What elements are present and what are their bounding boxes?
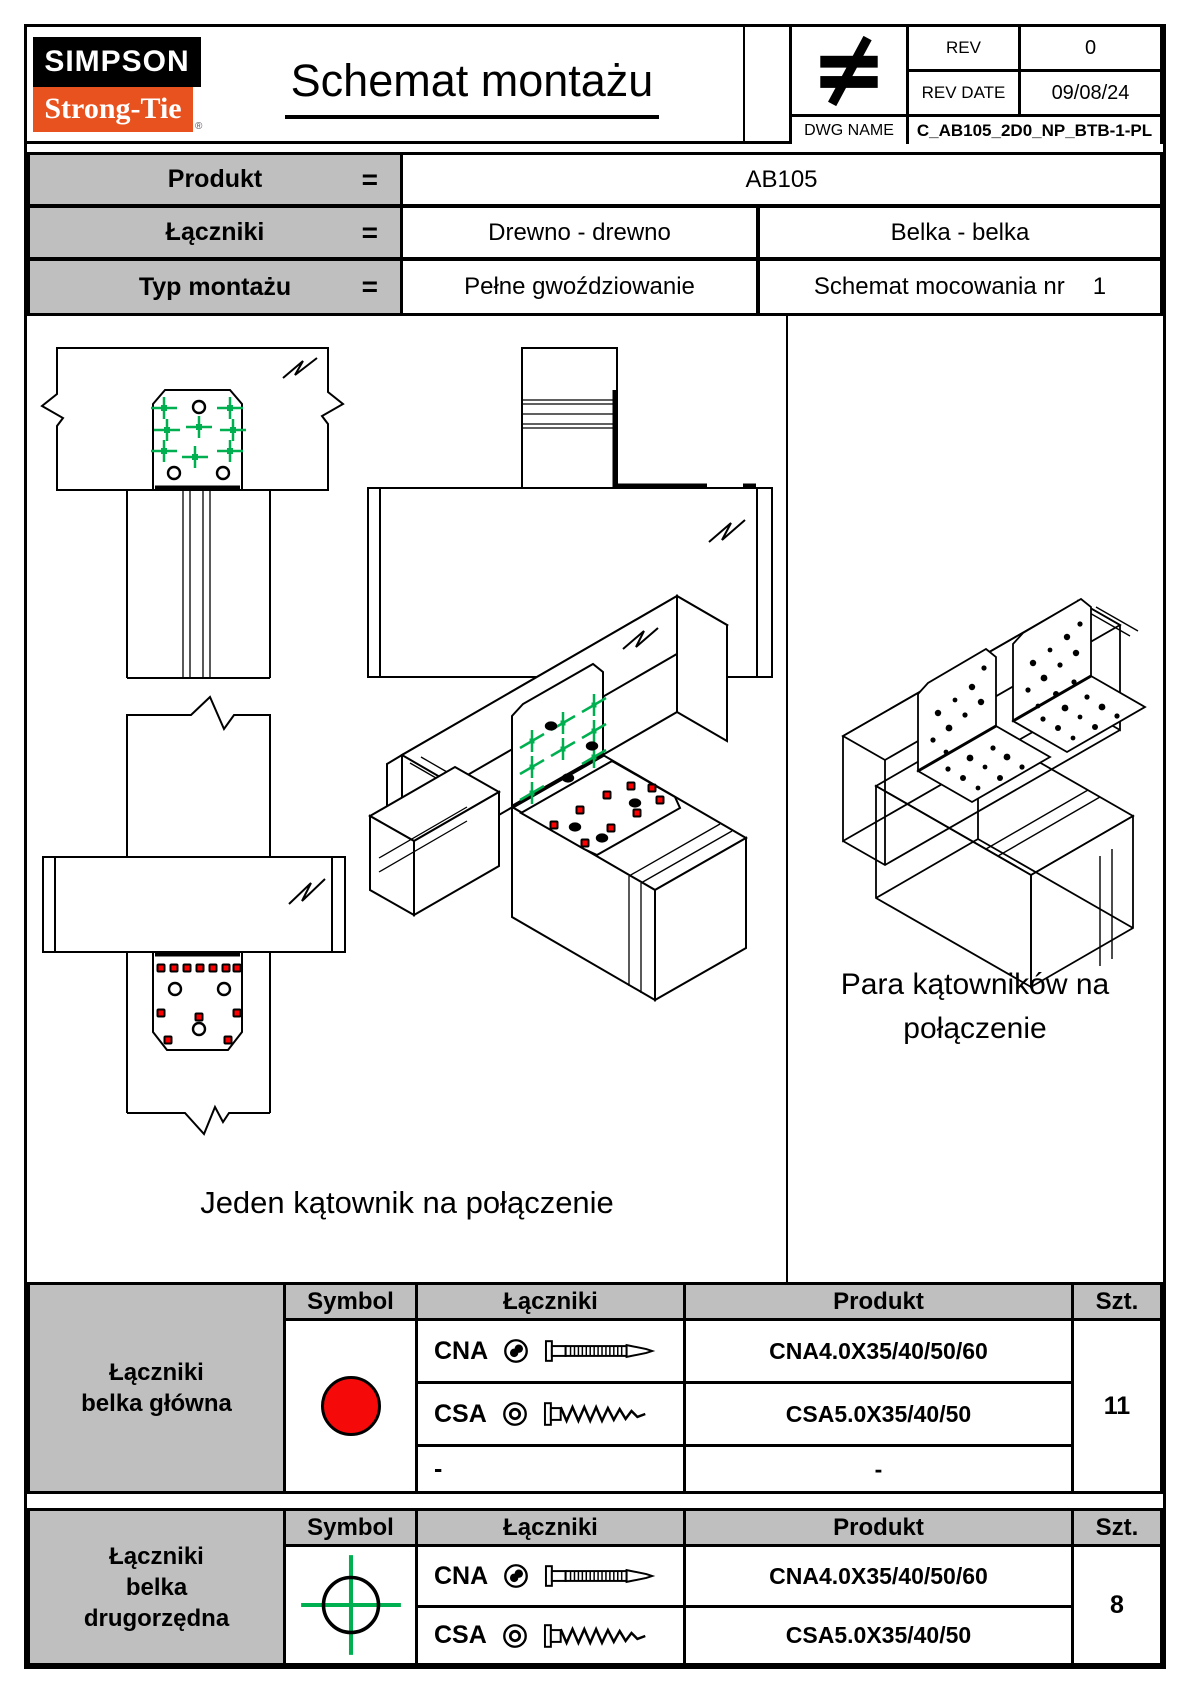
front-view-drawing [42, 348, 343, 678]
csa-screw-icon [543, 1399, 661, 1429]
cna-nail-icon [544, 1336, 662, 1366]
product-cell: CSA5.0X35/40/50 [686, 1608, 1071, 1663]
cross-view-drawing [43, 697, 345, 1134]
group-label-line: Łączniki [109, 1542, 204, 1570]
fastener-row-csa [418, 1384, 683, 1444]
qty-cell-main: 11 [1074, 1321, 1160, 1491]
col-product-header: Produkt [686, 1285, 1071, 1318]
cna-head-icon [502, 1562, 530, 1590]
caption-bracket-pair-line2: połączenie [903, 1012, 1047, 1045]
red-circle-symbol [321, 1376, 381, 1436]
col-fasteners-header: Łączniki [418, 1285, 683, 1318]
fastener-row-cna [418, 1547, 683, 1605]
fastener-code: CNA [434, 1561, 489, 1590]
qty-cell-secondary: 8 [1074, 1547, 1160, 1663]
group-label-line: belka [125, 1573, 188, 1601]
typ-montazu-label: Typ montażu [138, 272, 292, 301]
not-equal-icon [806, 33, 892, 109]
equals-sign: = [361, 216, 378, 248]
col-qty-header: Szt. [1074, 1511, 1160, 1544]
caption-single-bracket: Jeden kątownik na połączenie [200, 1185, 614, 1220]
col-symbol-header: Symbol [286, 1285, 415, 1318]
product-cell: CSA5.0X35/40/50 [686, 1384, 1071, 1444]
fastener-row-cna [418, 1321, 683, 1381]
typ-montazu-label-cell [30, 261, 400, 313]
caption-bracket-pair-line1: Para kątowników na [840, 968, 1110, 1001]
schemat-mocowania-number: 1 [1092, 273, 1107, 300]
laczniki-label: Łączniki [165, 218, 265, 246]
fastener-code: CSA [434, 1399, 487, 1428]
fastener-table-secondary-beam [27, 1508, 1163, 1666]
cna-head-icon [502, 1337, 530, 1365]
header-band [27, 27, 1163, 144]
fastener-row-empty [418, 1447, 683, 1491]
group-label-secondary [30, 1511, 283, 1663]
col-product-header: Produkt [686, 1511, 1071, 1544]
schemat-mocowania-label: Schemat mocowania nr [813, 273, 1065, 300]
header-divider-line [743, 27, 745, 144]
laczniki-value-left: Drewno - drewno [403, 208, 756, 257]
csa-screw-icon [543, 1621, 661, 1651]
fastener-code: - [434, 1454, 443, 1483]
rev-date-value: 09/08/24 [1021, 72, 1160, 114]
fastener-code: CNA [434, 1336, 489, 1365]
equals-sign: = [361, 271, 378, 302]
col-qty-header: Szt. [1074, 1285, 1160, 1318]
registered-mark: ® [195, 121, 203, 132]
not-equal-box [792, 27, 906, 114]
produkt-label-cell [30, 155, 400, 204]
fastener-table-main-beam [27, 1282, 1163, 1494]
rev-date-label: REV DATE [909, 72, 1018, 114]
schemat-mocowania-cell [760, 261, 1160, 313]
dwg-name-value: C_AB105_2D0_NP_BTB-1-PL [909, 117, 1160, 144]
produkt-label: Produkt [167, 165, 263, 193]
rev-label: REV [909, 27, 1018, 69]
fastener-row-csa [418, 1608, 683, 1663]
csa-head-icon [501, 1400, 529, 1428]
produkt-value: AB105 [403, 155, 1160, 204]
fastener-code: CSA [434, 1621, 487, 1649]
product-cell: - [686, 1447, 1071, 1491]
laczniki-label-cell [30, 208, 400, 257]
typ-montazu-value: Pełne gwoździowanie [403, 261, 756, 313]
simpson-logo-top: SIMPSON [33, 37, 201, 87]
product-info-table [27, 152, 1163, 316]
product-cell: CNA4.0X35/40/50/60 [686, 1321, 1071, 1381]
csa-head-icon [501, 1622, 529, 1650]
product-cell: CNA4.0X35/40/50/60 [686, 1547, 1071, 1605]
col-fasteners-header: Łączniki [418, 1511, 683, 1544]
revision-block [789, 27, 1163, 144]
page-title [232, 55, 712, 119]
group-label-line: belka główna [81, 1390, 232, 1417]
equals-sign: = [361, 163, 378, 195]
symbol-cell-main [286, 1321, 415, 1491]
rev-value: 0 [1021, 27, 1160, 69]
dwg-name-label: DWG NAME [792, 117, 906, 144]
caption-bracket-pair [800, 963, 1150, 1051]
green-crosshair-symbol [295, 1549, 407, 1661]
laczniki-value-right: Belka - belka [760, 208, 1160, 257]
symbol-cell-secondary [286, 1547, 415, 1663]
simpson-logo-bottom: Strong-Tie [33, 87, 193, 132]
group-label-line: Łączniki [109, 1359, 204, 1386]
group-label-line: drugorzędna [83, 1604, 230, 1632]
main-drawing-panel [27, 316, 787, 1282]
col-symbol-header: Symbol [286, 1511, 415, 1544]
page-title-text: Schemat montażu [285, 55, 660, 119]
group-label-main [30, 1285, 283, 1491]
cna-nail-icon [544, 1561, 662, 1591]
bracket-pair-isometric-drawing [788, 316, 1163, 1282]
